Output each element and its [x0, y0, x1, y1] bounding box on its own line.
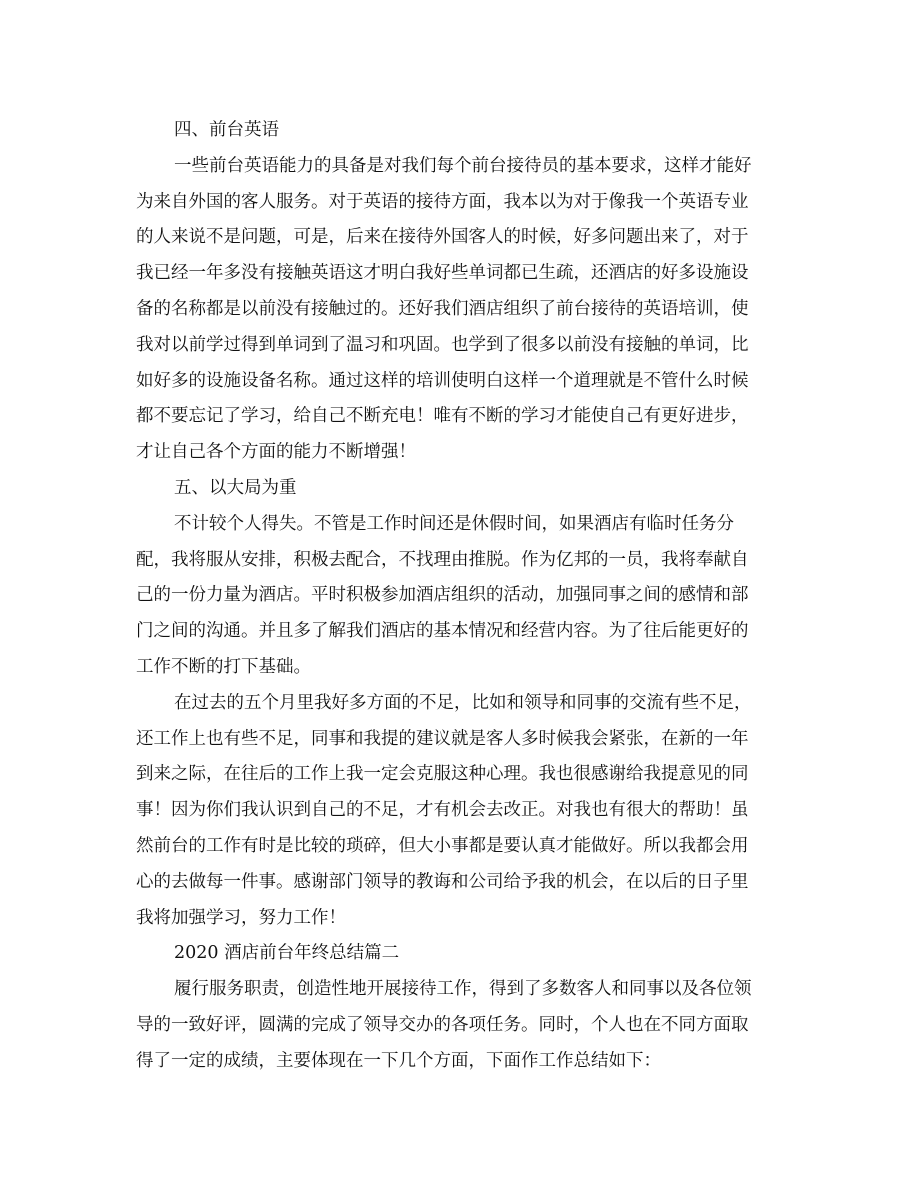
text-line: 心的去做每一件事。感谢部门领导的教诲和公司给予我的机会，在以后的日子里 — [136, 871, 749, 892]
text-line: 还工作上也有些不足，同事和我提的建议就是客人多时候我会紧张，在新的一年 — [136, 728, 749, 749]
text-line: 我对以前学过得到单词到了温习和巩固。也学到了很多以前没有接触的单词，比 — [136, 334, 749, 355]
paragraph-teamwork — [136, 507, 784, 686]
document-body — [136, 113, 784, 1080]
paragraph-shortcomings — [136, 686, 784, 937]
text-line: 得了一定的成绩，主要体现在一下几个方面，下面作工作总结如下： — [136, 1050, 661, 1071]
text-line: 事！因为你们我认识到自己的不足，才有机会去改正。对我也有很大的帮助！虽 — [136, 800, 749, 821]
text-line: 一些前台英语能力的具备是对我们每个前台接待员的基本要求，这样才能好 — [174, 155, 752, 176]
text-line: 为来自外国的客人服务。对于英语的接待方面，我本以为对于像我一个英语专业 — [136, 191, 749, 212]
text-line: 在过去的五个月里我好多方面的不足，比如和领导和同事的交流有些不足， — [174, 692, 752, 713]
text-line: 配，我将服从安排，积极去配合，不找理由推脱。作为亿邦的一员，我将奉献自 — [136, 549, 749, 570]
text-line: 工作不断的打下基础。 — [136, 656, 311, 677]
text-line: 备的名称都是以前没有接触过的。还好我们酒店组织了前台接待的英语培训，使 — [136, 298, 749, 319]
text-line: 履行服务职责，创造性地开展接待工作，得到了多数客人和同事以及各位领 — [174, 979, 752, 1000]
text-line: 的人来说不是问题，可是，后来在接待外国客人的时候，好多问题出来了，对于 — [136, 227, 749, 248]
text-line: 我将加强学习，努力工作！ — [136, 907, 346, 928]
text-line: 才让自己各个方面的能力不断增强！ — [136, 442, 416, 463]
text-line: 不计较个人得失。不管是工作时间还是休假时间，如果酒店有临时任务分 — [174, 513, 734, 534]
section-heading-english: 四、前台英语 — [174, 120, 279, 140]
text-line: 己的一份力量为酒店。平时积极参加酒店组织的活动，加强同事之间的感情和部 — [136, 585, 749, 606]
text-line: 都不要忘记了学习，给自己不断充电！唯有不断的学习才能使自己有更好进步， — [136, 406, 749, 427]
paragraph-english-skills — [136, 149, 784, 471]
section-heading-big-picture: 五、以大局为重 — [174, 477, 297, 498]
text-line: 门之间的沟通。并且多了解我们酒店的基本情况和经营内容。为了往后能更好的 — [136, 621, 749, 642]
text-line: 然前台的工作有时是比较的琐碎，但大小事都是要认真才能做好。所以我都会用 — [136, 835, 749, 856]
part-two-title: 2020 酒店前台年终总结篇二 — [174, 943, 400, 964]
text-line: 导的一致好评，圆满的完成了领导交办的各项任务。同时，个人也在不同方面取 — [136, 1014, 749, 1035]
text-line: 如好多的设施设备名称。通过这样的培训使明白这样一个道理就是不管什么时候 — [136, 370, 749, 391]
text-line: 到来之际，在往后的工作上我一定会克服这种心理。我也很感谢给我提意见的同 — [136, 764, 749, 785]
text-line: 我已经一年多没有接触英语这才明白我好些单词都已生疏，还酒店的好多设施设 — [136, 263, 749, 284]
paragraph-part-two-intro — [136, 972, 784, 1079]
